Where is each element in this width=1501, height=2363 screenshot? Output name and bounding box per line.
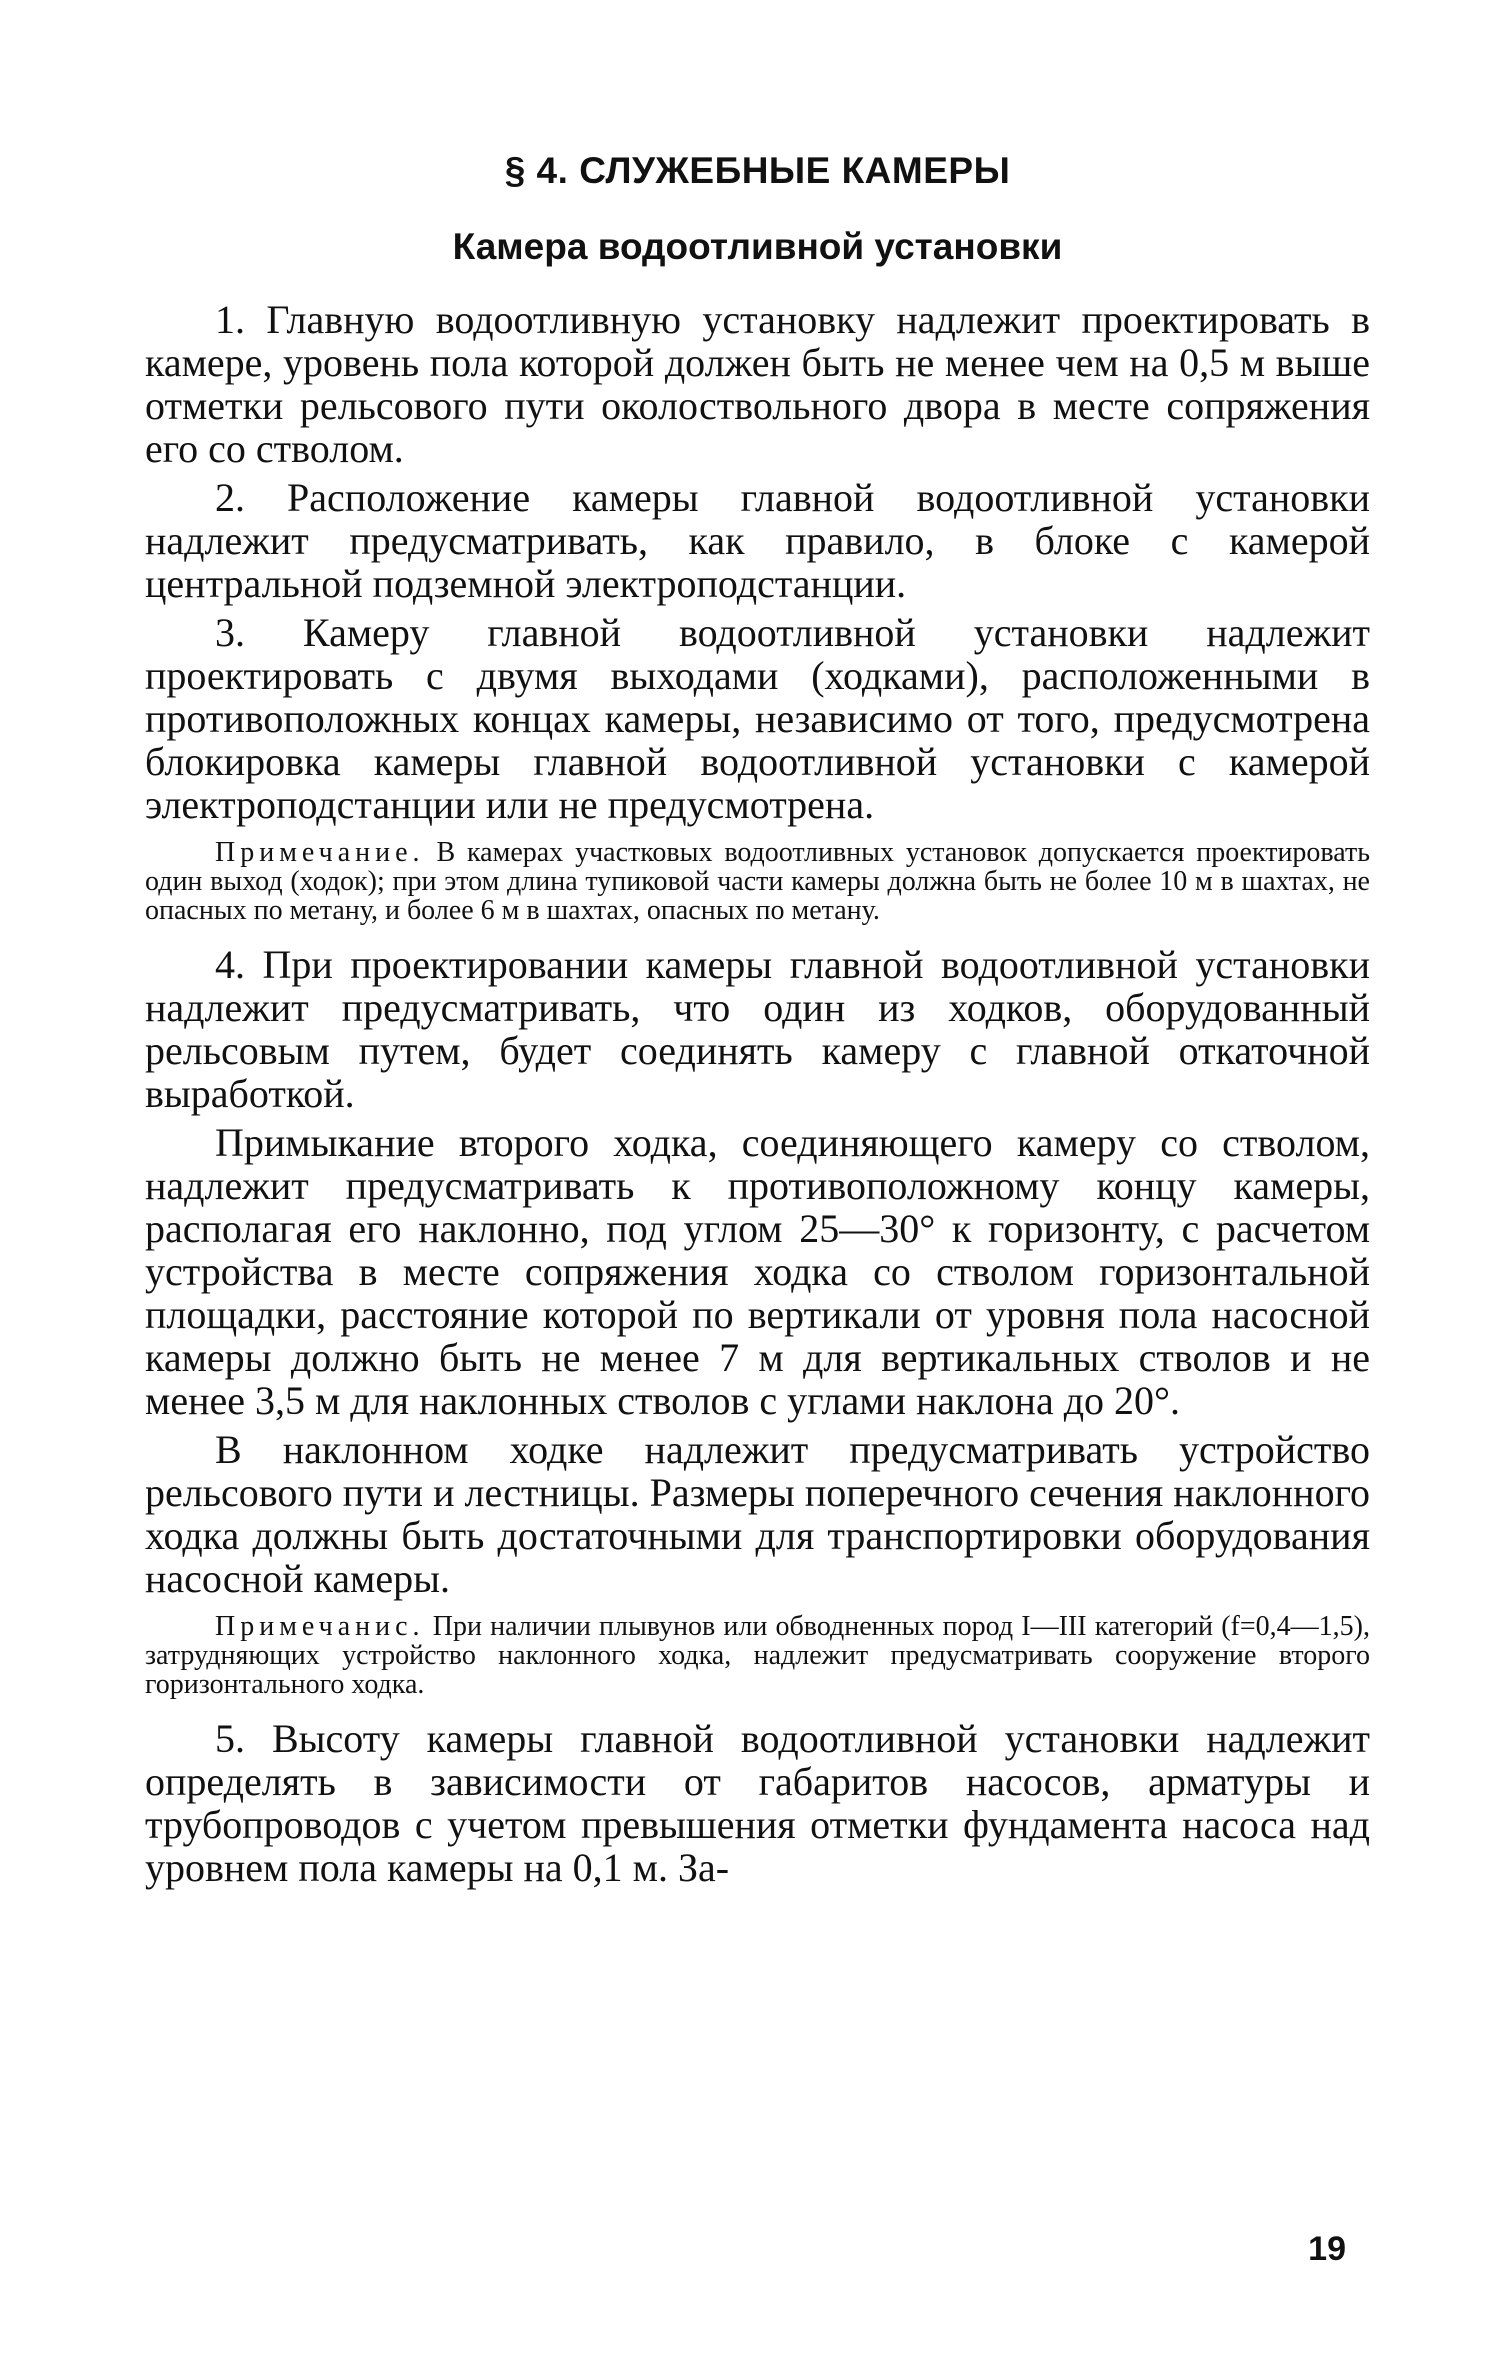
note-1-text: В камерах участковых водоотливных установок допускается проектировать один выход (ходок); при этом длина тупиковой части камеры должна быть не более 10 м в шахтах, не опасных по метану, и более 6 м в шахтах, опасных по метану. bbox=[145, 837, 1370, 926]
paragraph-4-inclined-passage: В наклонном ходке надлежит предусматривать устройство рельсового пути и лестницы. Размеры поперечного сечения наклонного ходка должны быть достаточными для транспортировки оборудования насосной камеры. bbox=[145, 1427, 1370, 1601]
paragraph-1: 1. Главную водоотливную установку надлежит проектировать в камере, уровень пола которой должен быть не менее чем на 0,5 м выше отметки рельсового пути околоствольного двора в месте сопряжения его со стволом. bbox=[145, 297, 1370, 471]
note-2 bbox=[145, 1612, 1370, 1699]
note-1-label: Примечание. bbox=[215, 837, 425, 868]
page-number: 19 bbox=[1308, 2230, 1346, 2268]
note-2-text: При наличии плывунов или обводненных пород I—III категорий (f=0,4—1,5), затрудняющих устройство наклонного ходка, надлежит предусматривать сооружение второго горизонтального ходка. bbox=[145, 1611, 1370, 1700]
section-title: § 4. СЛУЖЕБНЫЕ КАМЕРЫ bbox=[504, 150, 1011, 191]
note-2-label: Примечанис. bbox=[215, 1611, 425, 1642]
paragraph-5: 5. Высоту камеры главной водоотливной установки надлежит определять в зависимости от габаритов насосов, арматуры и трубопроводов с учетом превышения отметки фундамента насоса над уровнем пола камеры на 0,1 м. За- bbox=[145, 1716, 1370, 1890]
subsection-title: Камера водоотливной установки bbox=[452, 226, 1063, 267]
paragraph-4-continued: Примыкание второго ходка, соединяющего камеру со стволом, надлежит предусматривать к противоположному концу камеры, располагая его наклонно, под углом 25—30° к горизонту, с расчетом устройства в месте сопряжения ходка со стволом горизонтальной площадки, расстояние которой по вертикали от уровня пола насосной камеры должно быть не менее 7 м для вертикальных стволов и не менее 3,5 м для наклонных стволов с углами наклона до 20°. bbox=[145, 1120, 1370, 1423]
paragraph-4: 4. При проектировании камеры главной водоотливной установки надлежит предусматривать, что один из ходков, оборудованный рельсовым путем, будет соединять камеру с главной откаточной выработкой. bbox=[145, 942, 1370, 1116]
note-1 bbox=[145, 838, 1370, 925]
paragraph-3: 3. Камеру главной водоотливной установки надлежит проектировать с двумя выходами (ходками), расположенными в противоположных концах камеры, независимо от того, предусмотрена блокировка камеры главной водоотливной установки с камерой электроподстанции или не предусмотрена. bbox=[145, 610, 1370, 827]
paragraph-2: 2. Расположение камеры главной водоотливной установки надлежит предусматривать, как правило, в блоке с камерой центральной подземной электроподстанции. bbox=[145, 475, 1370, 606]
document-page bbox=[145, 150, 1370, 1895]
